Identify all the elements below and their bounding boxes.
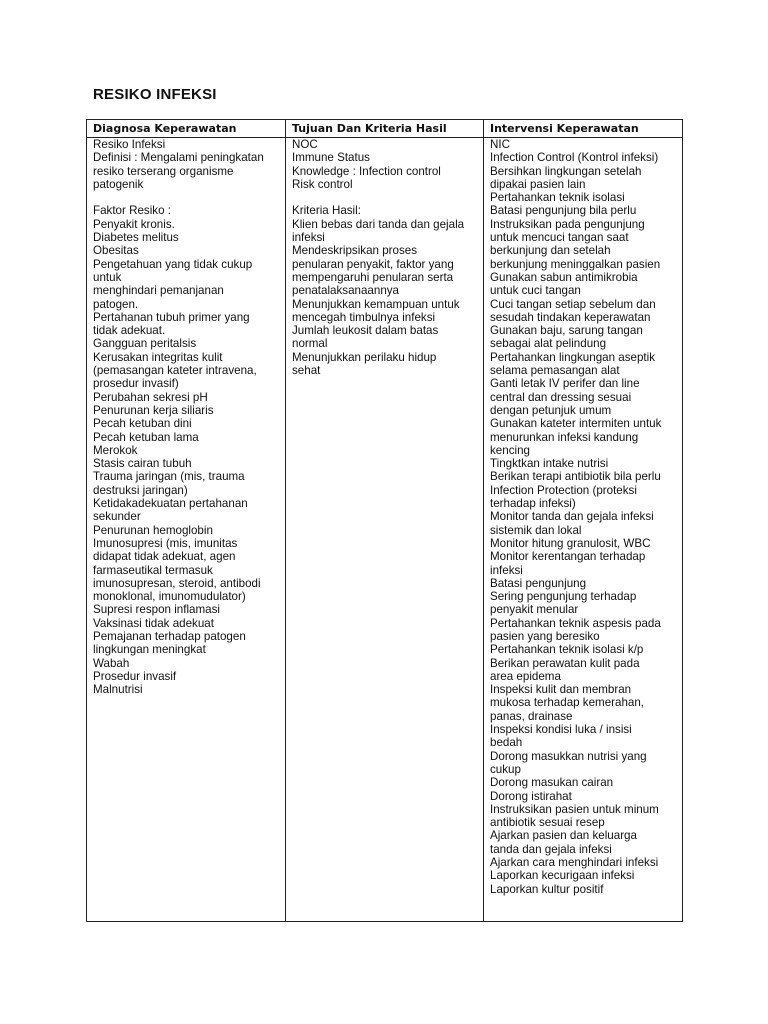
cell-line: Monitor hitung granulosit, WBC (490, 536, 651, 550)
cell-line: Pertahanan tubuh primer yang (93, 310, 250, 324)
cell-line: penatalaksanaannya (292, 284, 400, 298)
cell-line: berkunjung dan setelah (490, 244, 611, 258)
cell-line: sekunder (93, 510, 141, 524)
cell-line: Instruksikan pasien untuk minum (490, 802, 659, 816)
cell-line: Dorong istirahat (490, 789, 572, 803)
cell-line: imunosupresan, steroid, antibodi (93, 576, 261, 590)
cell-line: Faktor Resiko : (93, 204, 171, 218)
cell-line: Trauma jaringan (mis, trauma (93, 470, 245, 484)
cell-line: Cuci tangan setiap sebelum dan (490, 297, 656, 311)
cell-line: Ketidakadekuatan pertahanan (93, 497, 248, 511)
cell-line: Ajarkan cara menghindari infeksi (490, 856, 659, 870)
cell-line: monoklonal, imunomudulator) (93, 590, 246, 604)
cell-line: dengan petunjuk umum (490, 403, 612, 417)
cell-line: Menunjukkan perilaku hidup (292, 350, 437, 364)
header-intervensi: Intervensi Keperawatan (484, 120, 683, 138)
cell-line: Resiko Infeksi (93, 138, 166, 151)
cell-line: NOC (292, 138, 318, 151)
cell-line: Merokok (93, 443, 138, 457)
table-row (87, 138, 683, 922)
cell-line: untuk mencuci tangan saat (490, 231, 629, 245)
cell-line (292, 191, 479, 204)
cell-line: Pecah ketuban lama (93, 430, 199, 444)
cell-line: (pemasangan kateter intravena, (93, 364, 257, 378)
tujuan-cell (286, 138, 484, 922)
cell-line: Vaksinasi tidak adekuat (93, 616, 214, 630)
cell-line: mempengaruhi penularan serta (292, 270, 454, 284)
cell-line: Knowledge : Infection control (292, 164, 441, 178)
cell-line: Laporkan kultur positif (490, 882, 604, 896)
cell-line: Batasi pengunjung (490, 576, 587, 590)
cell-line: Penurunan kerja siliaris (93, 403, 214, 417)
cell-line: Berikan terapi antibiotik bila perlu (490, 470, 661, 484)
cell-line: Immune Status (292, 151, 370, 165)
cell-line: panas, drainase (490, 709, 573, 723)
table-header-row (87, 120, 683, 138)
cell-line: Bersihkan lingkungan setelah (490, 164, 642, 178)
cell-line: lingkungan meningkat (93, 643, 206, 657)
cell-line: central dan dressing sesuai (490, 390, 632, 404)
cell-line: Instruksikan pada pengunjung (490, 217, 645, 231)
cell-line: Imunosupresi (mis, imunitas (93, 536, 238, 550)
cell-line: bedah (490, 736, 523, 750)
cell-line: Kerusakan integritas kulit (93, 350, 223, 364)
cell-line: NIC (490, 138, 510, 151)
cell-line: Dorong masukan cairan (490, 776, 614, 790)
cell-line: Pertahankan teknik isolasi k/p (490, 643, 644, 657)
cell-line: mukosa terhadap kemerahan, (490, 696, 645, 710)
cell-line: Pertahankan teknik aspesis pada (490, 616, 661, 630)
cell-line: Monitor tanda dan gejala infeksi (490, 510, 654, 524)
cell-line: destruksi jaringan) (93, 483, 188, 497)
cell-line: patogenik (93, 177, 144, 191)
cell-line: Penurunan hemoglobin (93, 523, 213, 537)
nursing-care-table (86, 119, 683, 922)
cell-line: untuk cuci tangan (490, 284, 581, 298)
cell-line: farmaseutikal termasuk (93, 563, 213, 577)
cell-line: Definisi : Mengalami peningkatan (93, 151, 264, 165)
cell-line: Gunakan kateter intermiten untuk (490, 417, 662, 431)
cell-line: dipakai pasien lain (490, 177, 586, 191)
document-title: RESIKO INFEKSI (93, 86, 217, 103)
cell-line: prosedur invasif) (93, 377, 179, 391)
cell-line: Infection Protection (proteksi (490, 483, 637, 497)
cell-line: menurunkan infeksi kandung (490, 430, 639, 444)
cell-line: Ganti letak IV perifer dan line (490, 377, 640, 391)
cell-line: tanda dan gejala infeksi (490, 842, 612, 856)
cell-line: Batasi pengunjung bila perlu (490, 204, 637, 218)
cell-line: Berikan perawatan kulit pada (490, 656, 640, 670)
cell-line: Jumlah leukosit dalam batas (292, 324, 439, 338)
cell-line: Infection Control (Kontrol infeksi) (490, 151, 659, 165)
cell-line: sistemik dan lokal (490, 523, 582, 537)
cell-line: penularan penyakit, faktor yang (292, 257, 454, 271)
cell-line: cukup (490, 762, 521, 776)
cell-line: Tingktkan intake nutrisi (490, 457, 609, 471)
cell-line: pasien yang beresiko (490, 629, 600, 643)
cell-line: resiko terserang organisme (93, 164, 234, 178)
cell-line: Gunakan baju, sarung tangan (490, 324, 643, 338)
cell-line: antibiotik sesuai resep (490, 816, 605, 830)
cell-line: normal (292, 337, 328, 351)
cell-line: penyakit menular (490, 603, 579, 617)
cell-line: Inspeksi kulit dan membran (490, 683, 632, 697)
cell-line: didapat tidak adekuat, agen (93, 550, 236, 564)
cell-line: Gunakan sabun antimikrobia (490, 270, 638, 284)
cell-line: berkunjung meninggalkan pasien (490, 257, 661, 271)
cell-line: Prosedur invasif (93, 669, 177, 683)
cell-line: sehat (292, 364, 321, 378)
cell-line: terhadap infeksi) (490, 497, 576, 511)
cell-line: selama pemasangan alat (490, 364, 620, 378)
cell-line: patogen. (93, 297, 139, 311)
cell-line: Malnutrisi (93, 683, 143, 697)
cell-line: Klien bebas dari tanda dan gejala (292, 217, 465, 231)
cell-line: Laporkan kecurigaan infeksi (490, 869, 635, 883)
cell-line: area epidema (490, 669, 561, 683)
cell-line: Kriteria Hasil: (292, 204, 361, 218)
cell-line: mencegah timbulnya infeksi (292, 310, 436, 324)
cell-line: Obesitas (93, 244, 139, 258)
cell-line: Penyakit kronis. (93, 217, 175, 231)
diagnosa-cell (87, 138, 286, 922)
cell-line: Pemajanan terhadap patogen (93, 629, 246, 643)
cell-line: Monitor kerentangan terhadap (490, 550, 646, 564)
header-tujuan: Tujuan Dan Kriteria Hasil (286, 120, 484, 138)
cell-line: Pengetahuan yang tidak cukup (93, 257, 253, 271)
cell-line: Gangguan peritalsis (93, 337, 197, 351)
cell-line: Pertahankan lingkungan aseptik (490, 350, 656, 364)
cell-line: sesudah tindakan keperawatan (490, 310, 651, 324)
cell-line: tidak adekuat. (93, 324, 166, 338)
header-diagnosa: Diagnosa Keperawatan (87, 120, 286, 138)
cell-line: Menunjukkan kemampuan untuk (292, 297, 460, 311)
cell-line: untuk (93, 270, 122, 284)
cell-line: sebagai alat pelindung (490, 337, 607, 351)
cell-line: Mendeskripsikan proses (292, 244, 418, 258)
cell-line: Ajarkan pasien dan keluarga (490, 829, 637, 843)
cell-line: Pertahankan teknik isolasi (490, 191, 625, 205)
cell-line: Risk control (292, 177, 353, 191)
cell-line: Wabah (93, 656, 130, 670)
cell-line: Supresi respon inflamasi (93, 603, 220, 617)
cell-line: Perubahan sekresi pH (93, 390, 208, 404)
intervensi-cell (484, 138, 683, 922)
cell-line: infeksi (490, 563, 523, 577)
cell-line: Stasis cairan tubuh (93, 457, 192, 471)
cell-line: Inspeksi kondisi luka / insisi (490, 723, 632, 737)
cell-line: Pecah ketuban dini (93, 417, 192, 431)
cell-line: Sering pengunjung terhadap (490, 590, 637, 604)
cell-line (93, 191, 281, 204)
cell-line: infeksi (292, 231, 325, 245)
cell-line: Diabetes melitus (93, 231, 179, 245)
cell-line: menghindari pemanjanan (93, 284, 224, 298)
cell-line: kencing (490, 443, 530, 457)
cell-line: Dorong masukkan nutrisi yang (490, 749, 647, 763)
